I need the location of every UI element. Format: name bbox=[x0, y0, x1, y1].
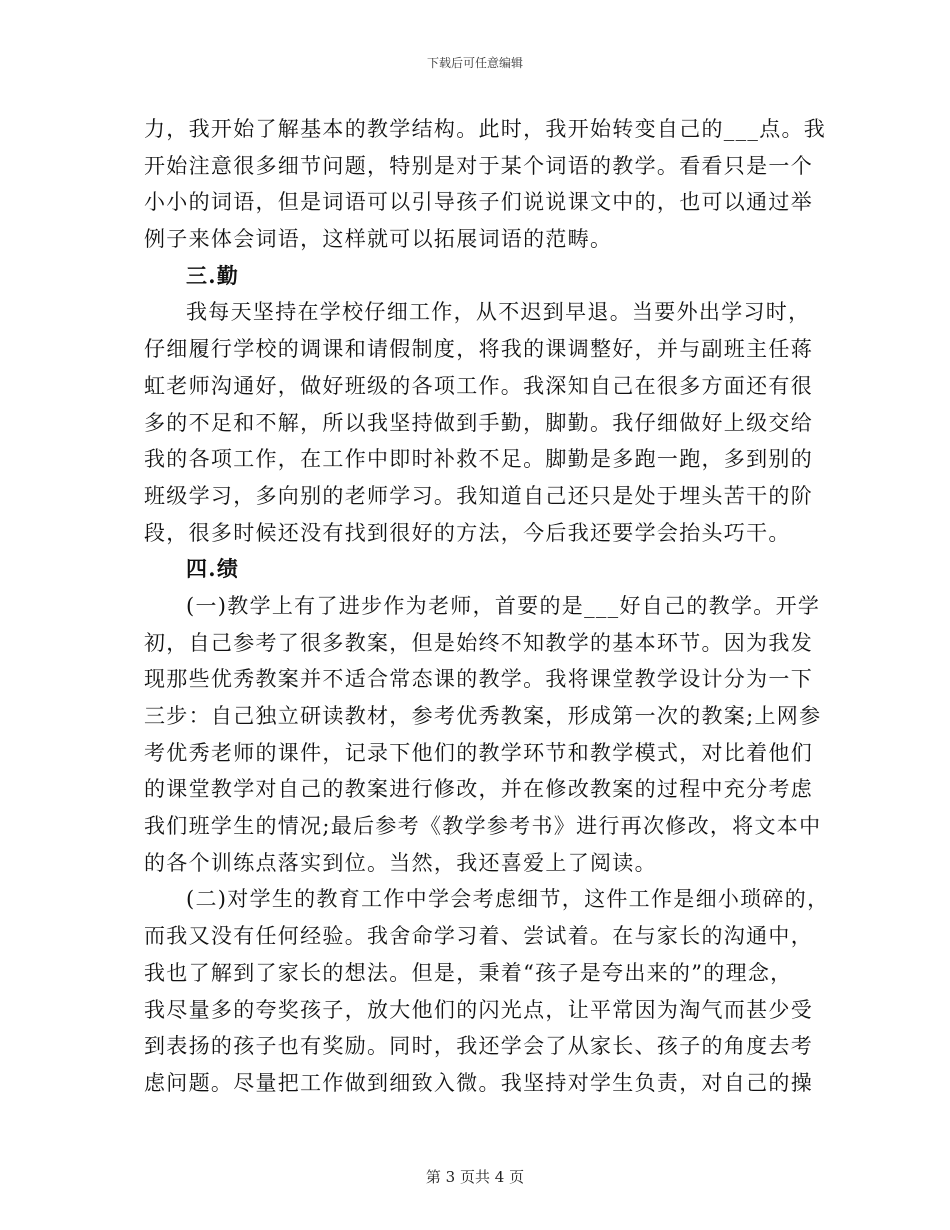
paragraph-line: 我们班学生的情况;最后参考《教学参考书》进行再次修改，将文本中 bbox=[144, 814, 822, 839]
paragraph-line: 的各个训练点落实到位。当然，我还喜爱上了阅读。 bbox=[144, 850, 657, 875]
page-header: 下载后可任意编辑 bbox=[426, 56, 523, 70]
paragraph-line: 我尽量多的夸奖孩子，放大他们的闪光点，让平常因为淘气而甚少受 bbox=[144, 997, 813, 1022]
paragraph-line: 考优秀老师的课件，记录下他们的教学环节和教学模式，对比着他们 bbox=[144, 740, 813, 765]
page-footer: 第 3 页共 4 页 bbox=[425, 1168, 525, 1186]
paragraph-line: 而我又没有任何经验。我舍命学习着、尝试着。在与家长的沟通中， bbox=[144, 924, 813, 949]
paragraph-line: (一)教学上有了进步作为老师，首要的是___好自己的教学。开学 bbox=[186, 593, 821, 618]
paragraph-line: 我每天坚持在学校仔细工作，从不迟到早退。当要外出学习时， bbox=[186, 300, 811, 325]
paragraph-line: 我也了解到了家长的想法。但是，秉着“孩子是夸出来的”的理念， bbox=[144, 960, 793, 985]
paragraph-line: 小小的词语，但是词语可以引导孩子们说说课文中的，也可以通过举 bbox=[144, 190, 813, 215]
paragraph-line: 例子来体会词语，这样就可以拓展词语的范畴。 bbox=[144, 227, 613, 252]
paragraph-line: 虑问题。尽量把工作做到细致入微。我坚持对学生负责，对自己的操 bbox=[144, 1070, 813, 1095]
paragraph-line: 仔细履行学校的调课和请假制度，将我的课调整好，并与副班主任蒋 bbox=[144, 337, 813, 362]
document-body bbox=[144, 111, 830, 1102]
paragraph-line: (二)对学生的教育工作中学会考虑细节，这件工作是细小琐碎的， bbox=[186, 887, 830, 912]
paragraph-line: 我的各项工作，在工作中即时补救不足。脚勤是多跑一跑，多到别的 bbox=[144, 447, 813, 472]
paragraph-line: 现那些优秀教案并不适合常态课的教学。我将课堂教学设计分为一下 bbox=[144, 667, 813, 692]
section-heading: 三.勤 bbox=[186, 262, 240, 288]
paragraph-line: 初，自己参考了很多教案，但是始终不知教学的基本环节。因为我发 bbox=[144, 630, 813, 655]
paragraph-line: 多的不足和不解，所以我坚持做到手勤，脚勤。我仔细做好上级交给 bbox=[144, 410, 813, 435]
paragraph-line: 三步：自己独立研读教材，参考优秀教案，形成第一次的教案;上网参 bbox=[144, 704, 822, 728]
section-heading: 四.绩 bbox=[186, 556, 240, 582]
paragraph-line: 虹老师沟通好，做好班级的各项工作。我深知自己在很多方面还有很 bbox=[144, 373, 813, 398]
paragraph-line: 开始注意很多细节问题，特别是对于某个词语的教学。看看只是一个 bbox=[144, 153, 813, 178]
paragraph-line: 段，很多时候还没有找到很好的方法，今后我还要学会抬头巧干。 bbox=[144, 520, 791, 545]
paragraph-line: 班级学习，多向别的老师学习。我知道自己还只是处于埋头苦干的阶 bbox=[144, 483, 813, 508]
paragraph-line: 力，我开始了解基本的教学结构。此时，我开始转变自己的___点。我 bbox=[144, 117, 827, 141]
paragraph-line: 到表扬的孩子也有奖励。同时，我还学会了从家长、孩子的角度去考 bbox=[144, 1034, 813, 1059]
paragraph-line: 的课堂教学对自己的教案进行修改，并在修改教案的过程中充分考虑 bbox=[144, 777, 813, 802]
